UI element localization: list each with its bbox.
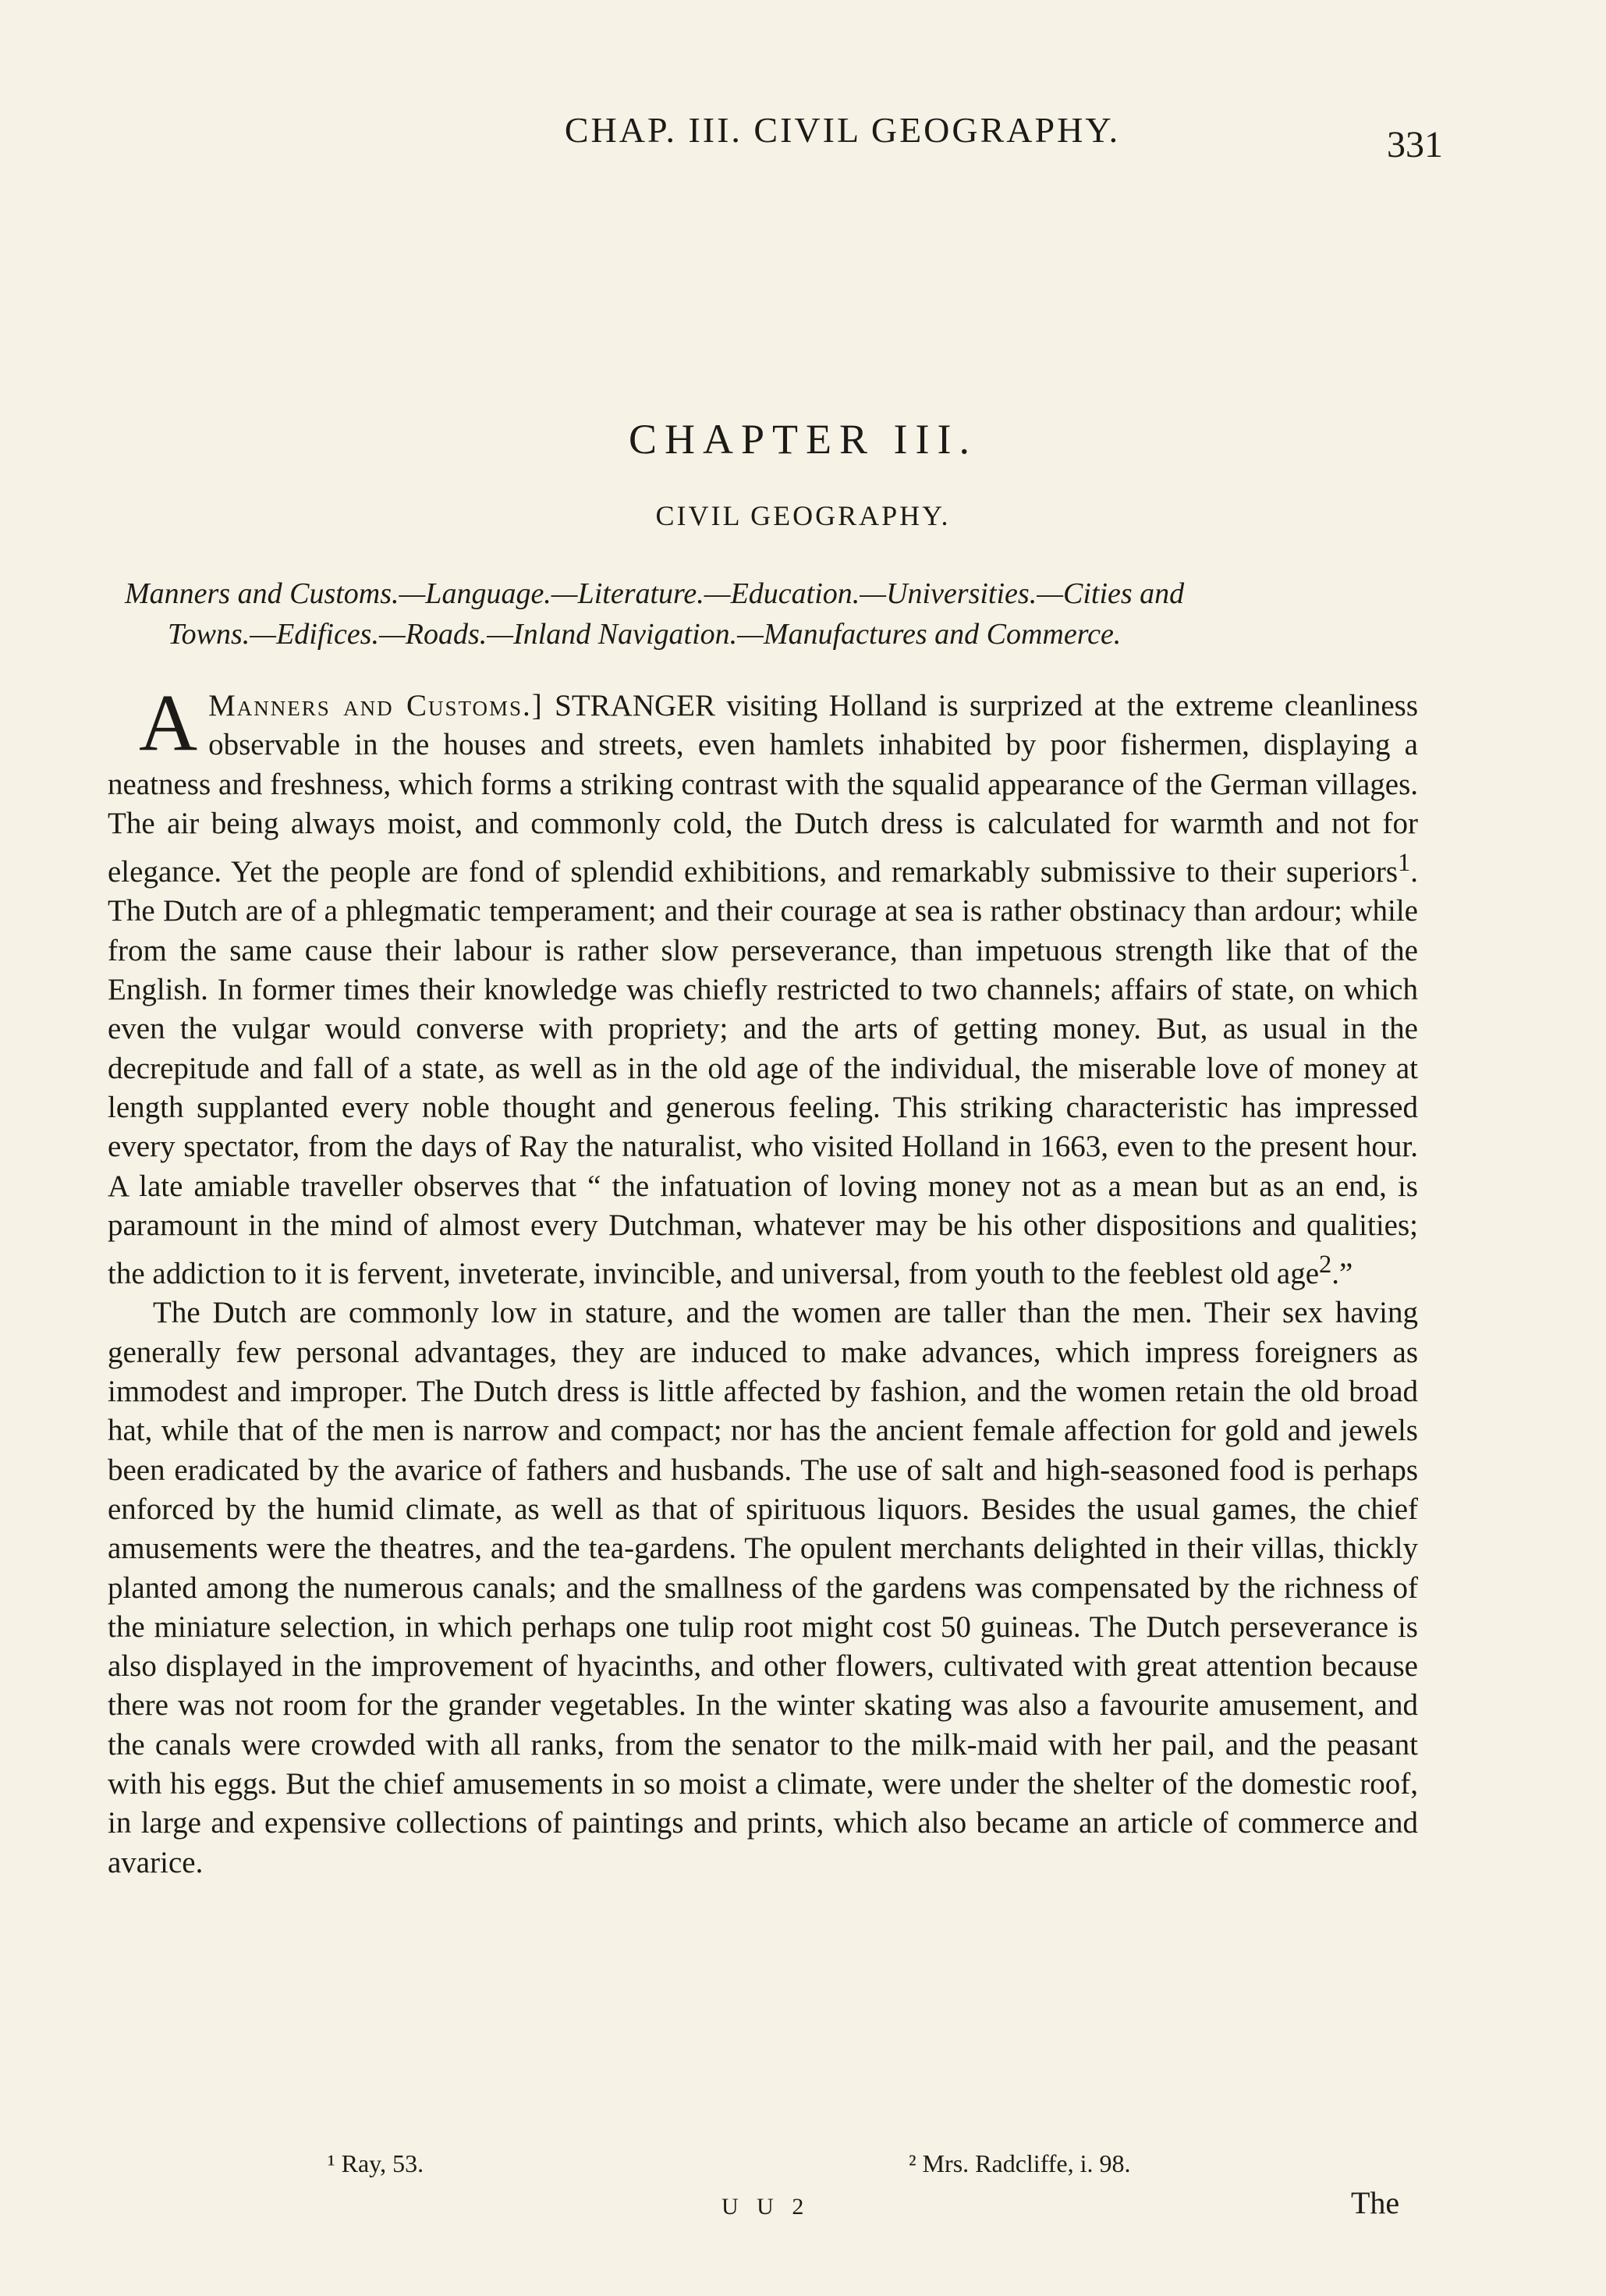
paragraph-text: . The Dutch are of a phlegmatic temperament; and their courage at sea is rather obstinacy than ardour; while from the same cause their labour is rather slow perseverance, than impetuous strength like that of the English. In former times their knowledge was chiefly restricted to two channels; affairs of state, on which even the vulgar would converse with propriety; and the arts of getting money. But, as usual in the decrepitude and fall of a state, as well as in the old age of the individual, the miserable love of money at length supplanted every noble thought and generous feeling. This striking characteristic has impressed every spectator, from the days of Ray the naturalist, who visited Holland in 1663, even to the present hour. A late amiable traveller observes that “ the infatuation of loving money not as a mean but as an end, is paramount in the mind of almost every Dutchman, whatever may be his other dispositions and qualities; the addiction to it is fervent, inveterate, invincible, and universal, from youth to the feeblest old age xyxy=(108,855,1418,1291)
paragraph-text: .” xyxy=(1331,1257,1353,1291)
paragraph xyxy=(108,678,1418,1293)
running-head: CHAP. III. CIVIL GEOGRAPHY. xyxy=(564,110,1121,150)
catchword: The xyxy=(1351,2185,1400,2220)
paragraph-text: STRANGER visiting Holland is surprized at the extreme cleanliness observable in the houses and streets, even hamlets inhabited by poor fishermen, displaying a neatness and freshness, which forms a striking contrast with the squalid appearance of the German villages. The air being always moist, and commonly cold, the Dutch dress is calculated for warmth and not for elegance. Yet the people are fond of splendid exhibitions, and remarkably submissive to their superiors xyxy=(108,689,1418,889)
footnote-1: ¹ Ray, 53. xyxy=(328,2149,424,2177)
page-number: 331 xyxy=(1387,124,1443,165)
footnote-ref: 2 xyxy=(1319,1251,1332,1279)
footnotes xyxy=(328,2149,1295,2178)
signature-mark: U U 2 xyxy=(721,2194,810,2220)
chapter-subtitle: CIVIL GEOGRAPHY. xyxy=(655,500,951,531)
chapter-contents xyxy=(125,573,1420,655)
drop-cap: A xyxy=(139,678,198,768)
contents-line-2: Towns.—Edifices.—Roads.—Inland Navigation.—Manufactures and Commerce. xyxy=(168,618,1122,651)
footnote-2: ² Mrs. Radcliffe, i. 98. xyxy=(909,2149,1131,2177)
side-heading: Manners and Customs.] xyxy=(208,689,544,722)
chapter-title: CHAPTER III. xyxy=(629,416,977,463)
body-text xyxy=(108,678,1418,1883)
paragraph: The Dutch are commonly low in stature, and the women are taller than the men. Their sex having generally few personal advantages, they are induced to make advances, which impress foreigners as immodest and improper. The Dutch dress is little affected by fashion, and the women retain the old broad hat, while that of the men is narrow and compact; nor has the ancient female affection for gold and jewels been eradicated by the avarice of fathers and husbands. The use of salt and high-seasoned food is perhaps enforced by the humid climate, as well as that of spirituous liquors. Besides the usual games, the chief amusements were the theatres, and the tea-gardens. The opulent merchants delighted in their villas, thickly planted among the numerous canals; and the smallness of the gardens was compensated by the richness of the miniature selection, in which perhaps one tulip root might cost 50 guineas. The Dutch perseverance is also displayed in the improvement of hyacinths, and other flowers, cultivated with great attention because there was not room for the grander vegetables. In the winter skating was also a favourite amusement, and the canals were crowded with all ranks, from the senator to the milk-maid with her pail, and the peasant with his eggs. But the chief amusements in so moist a climate, were under the shelter of the domestic roof, in large and expensive collections of paintings and prints, which also became an article of commerce and avarice. xyxy=(108,1296,1418,1879)
footnote-ref: 1 xyxy=(1398,849,1411,878)
contents-line-1: Manners and Customs.—Language.—Literature.—Education.—Universities.—Cities and xyxy=(125,577,1185,610)
